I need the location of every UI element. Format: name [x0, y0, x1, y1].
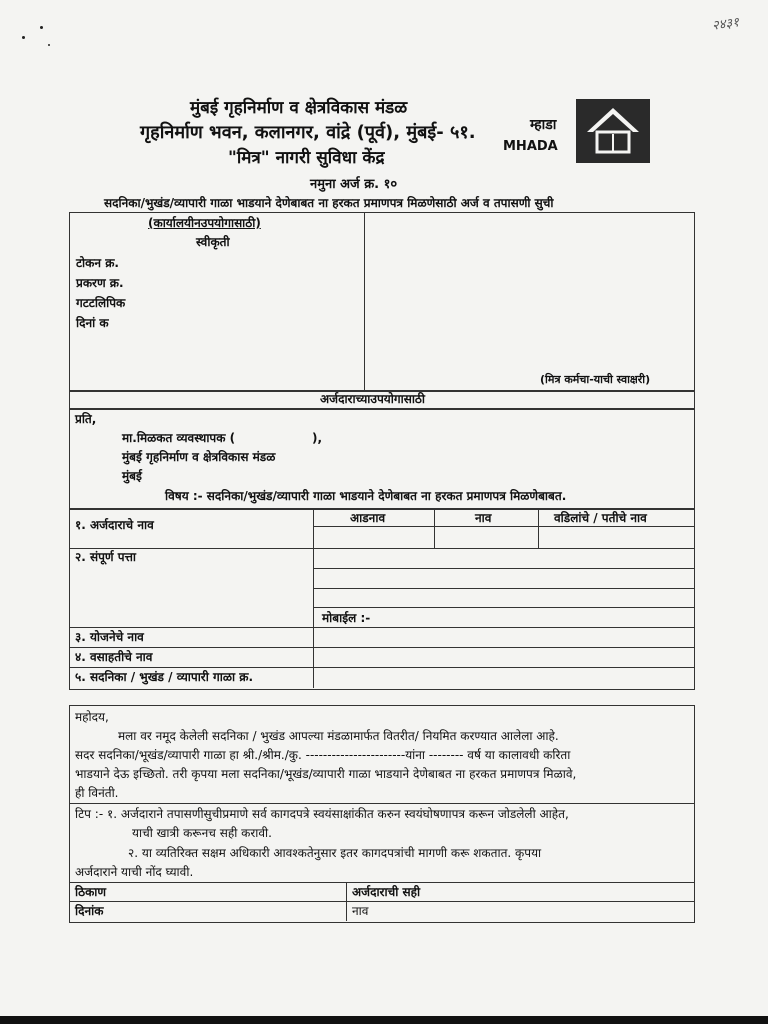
surname-column: आडनाव — [350, 511, 386, 525]
applicant-name-label: १. अर्जदाराचे नाव — [75, 518, 154, 532]
salutation: महोदय, — [75, 710, 109, 724]
letter-line-4: ही विनंती. — [75, 786, 119, 800]
mhada-logo-icon — [575, 98, 651, 164]
to-label: प्रति, — [75, 412, 97, 426]
addressee: मा.मिळकत व्यवस्थापक ( — [122, 431, 236, 445]
case-field: प्रकरण क्र. — [76, 276, 124, 290]
name-column: नाव — [475, 511, 492, 525]
scan-speck — [40, 26, 43, 29]
name-label: नाव — [352, 904, 369, 918]
staff-signature-label: (मित्र कर्मचा-याची स्वाक्षरी) — [540, 373, 651, 386]
office-use-box — [69, 212, 695, 392]
token-field: टोकन क्र. — [76, 256, 119, 270]
father-husband-column: वडिलांचे / पतीचे नाव — [554, 511, 647, 525]
office-use-subheading: स्वीकृती — [196, 235, 230, 249]
scan-edge — [0, 1016, 768, 1024]
letter-line-2: सदर सदनिका/भूखंड/व्यापारी गाळा हा श्री./श्रीम./कु. -----------------------यांना -------- वर्ष या कालावधी करिता — [75, 748, 571, 762]
office-use-heading: (कार्यालयीनउपयोगासाठी) — [148, 216, 261, 230]
form-title: सदनिका/भुखंड/व्यापारी गाळा भाडयाने देणेबाबत ना हरकत प्रमाणपत्र मिळणेसाठी अर्ज व तपासणी सुची — [104, 196, 554, 210]
clerk-field: गटटलिपिक — [76, 296, 126, 310]
date-label: दिनांक — [75, 904, 104, 918]
scheme-label: ३. योजनेचे नाव — [75, 630, 144, 644]
applicant-signature-label: अर्जदाराची सही — [352, 885, 421, 899]
note-line-4: अर्जदाराने याची नोंद घ्यावी. — [75, 865, 194, 879]
addressee-close: ), — [312, 431, 323, 445]
form-number: नमुना अर्ज क्र. १० — [310, 177, 398, 192]
unit-number-label: ५. सदनिका / भुखंड / व्यापारी गाळा क्र. — [75, 670, 254, 684]
corner-note: २४३१ — [711, 15, 740, 34]
header-line3: "मित्र" नागरी सुविधा केंद्र — [228, 148, 385, 168]
scan-speck — [22, 36, 25, 39]
logo-text-marathi: म्हाडा — [530, 117, 557, 133]
note-line-2: याची खात्री करूनच सही करावी. — [132, 826, 272, 840]
logo-text-english: MHADA — [503, 139, 558, 154]
address-label: २. संपूर्ण पत्ता — [75, 550, 136, 564]
details-table — [69, 508, 695, 690]
mobile-label: मोबाईल :- — [322, 611, 371, 625]
subject-line: विषय :- सदनिका/भुखंड/व्यापारी गाळा भाडयाने देणेबाबत ना हरकत प्रमाणपत्र मिळणेबाबत. — [165, 489, 567, 503]
city-name: मुंबई — [122, 469, 142, 483]
letter-line-1: मला वर नमूद केलेली सदनिका / भुखंड आपल्या मंडळामार्फत वितरीत/ नियमित करण्यात आलेला आहे. — [118, 729, 559, 743]
note-line-1: टिप :- १. अर्जदाराने तपासणीसुचीप्रमाणे सर्व कागदपत्रे स्वयंसाक्षांकीत करुन स्वयंघोषणापत्र करून जोडलेली आहेत, — [75, 807, 569, 821]
letter-line-3: भाडयाने देऊ इच्छितो. तरी कृपया मला सदनिका/भूखंड/व्यापारी गाळा भाडयाने देणेबाबत ना हरकत प्रमाणपत्र मिळावे, — [75, 767, 577, 781]
date-field: दिनां क — [76, 316, 109, 330]
colony-label: ४. वसाहतीचे नाव — [75, 650, 153, 664]
header-line1: मुंबई गृहनिर्माण व क्षेत्रविकास मंडळ — [190, 98, 408, 118]
note-line-3: २. या व्यतिरिक्त सक्षम अधिकारी आवश्कतेनुसार इतर कागदपत्रांची मागणी करू शकतात. कृपया — [128, 846, 542, 860]
scan-speck — [48, 44, 50, 46]
board-name: मुंबई गृहनिर्माण व क्षेत्रविकास मंडळ — [122, 450, 276, 464]
place-label: ठिकाण — [75, 885, 107, 899]
applicant-use-heading: अर्जदाराच्याउपयोगासाठी — [320, 392, 426, 406]
header-line2: गृहनिर्माण भवन, कलानगर, वांद्रे (पूर्व), मुंबई- ५१. — [140, 122, 476, 143]
